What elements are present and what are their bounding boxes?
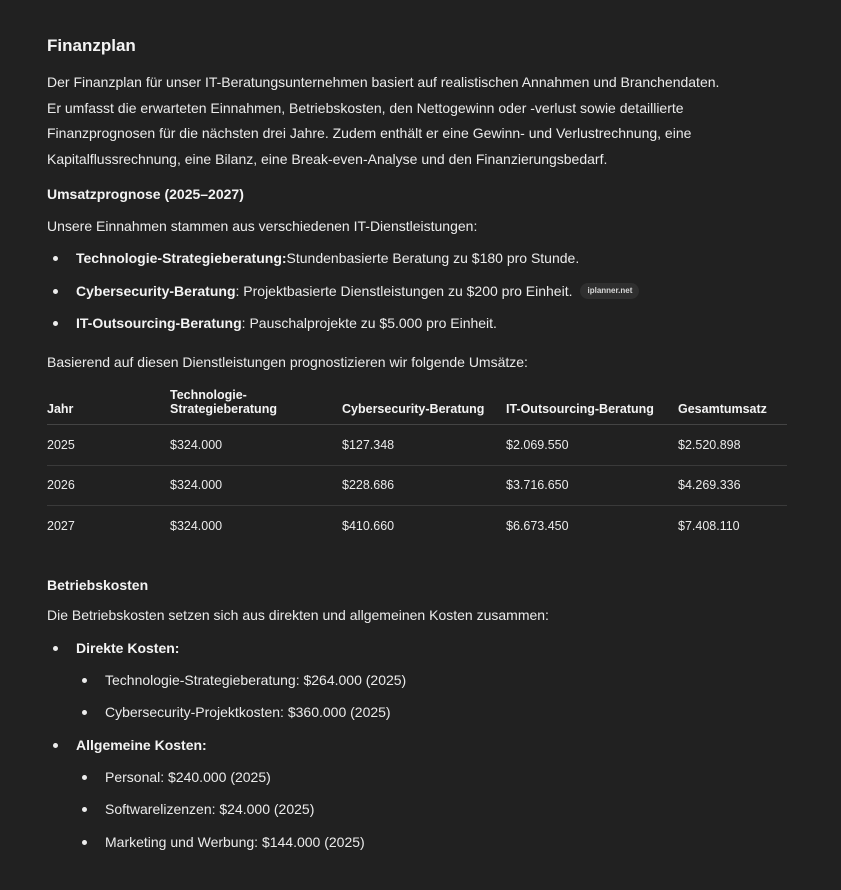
table-cell: $324.000 (170, 465, 342, 506)
direct-cost-text: Cybersecurity-Projektkosten: $360.000 (2025) (105, 704, 391, 720)
revenue-item-outsourcing (53, 315, 497, 331)
general-cost-subitem (82, 834, 365, 850)
table-intro: Basierend auf diesen Dienstleistungen prognostizieren wir folgende Umsätze: (47, 354, 528, 370)
intro-line: Finanzprognosen für die nächsten drei Jahre. Zudem enthält er eine Gewinn- und Verlustrechnung, eine (47, 125, 692, 142)
column-header (170, 388, 342, 425)
column-header: Cybersecurity-Beratung (342, 388, 506, 425)
costs-heading: Betriebskosten (47, 577, 149, 593)
intro-line: Kapitalflussrechnung, eine Bilanz, eine Break-even-Analyse und den Finanzierungsbedarf. (47, 151, 608, 168)
bullet-icon (53, 743, 58, 748)
direct-costs-item (53, 640, 179, 656)
column-header: IT-Outsourcing-Beratung (506, 388, 678, 425)
table-cell: 2027 (47, 519, 75, 533)
costs-intro: Die Betriebskosten setzen sich aus direkten und allgemeinen Kosten zusammen: (47, 607, 549, 623)
revenue-intro: Unsere Einnahmen stammen aus verschiedenen IT-Dienstleistungen: (47, 218, 478, 234)
general-costs-label: Allgemeine Kosten: (76, 737, 207, 753)
general-cost-subitem (82, 769, 271, 785)
table-row (47, 506, 787, 547)
revenue-table (47, 388, 787, 546)
table-cell: $228.686 (342, 465, 506, 506)
source-citation-tag[interactable]: iplanner.net (580, 283, 639, 299)
revenue-item-label: Technologie-Strategieberatung: (76, 250, 287, 266)
bullet-icon (82, 710, 87, 715)
table-cell: $127.348 (342, 425, 506, 466)
table-header-row (47, 388, 787, 425)
revenue-item-text: Stundenbasierte Beratung zu $180 pro Stunde. (286, 250, 580, 266)
column-header: Gesamtumsatz (678, 388, 787, 425)
column-header-line: Strategieberatung (170, 402, 277, 416)
table-cell: $324.000 (170, 519, 223, 533)
revenue-heading: Umsatzprognose (2025–2027) (47, 186, 244, 202)
table-cell: $410.660 (342, 519, 395, 533)
table-cell: 2026 (47, 465, 170, 506)
bullet-icon (53, 646, 58, 651)
general-cost-text: Softwarelizenzen: $24.000 (2025) (105, 801, 315, 817)
table-cell: $3.716.650 (506, 465, 678, 506)
bullet-icon (82, 840, 87, 845)
revenue-item-text: : Pauschalprojekte zu $5.000 pro Einheit. (241, 315, 497, 331)
revenue-item-text: : Projektbasierte Dienstleistungen zu $200 pro Einheit. (235, 283, 573, 299)
revenue-item-cybersecurity (53, 283, 639, 299)
direct-cost-subitem (82, 672, 406, 688)
bullet-icon (53, 289, 58, 294)
table-cell: $7.408.110 (678, 519, 740, 533)
intro-line: Er umfasst die erwarteten Einnahmen, Betriebskosten, den Nettogewinn oder -verlust sowie detaillierte (47, 99, 684, 116)
general-cost-subitem (82, 801, 314, 817)
general-costs-item (53, 737, 207, 753)
direct-costs-label: Direkte Kosten: (76, 640, 180, 656)
page-title: Finanzplan (47, 36, 136, 55)
bullet-icon (53, 256, 58, 261)
table-cell: $324.000 (170, 425, 342, 466)
column-header: Jahr (47, 388, 170, 425)
table-cell: $2.520.898 (678, 425, 787, 466)
table-cell: $6.673.450 (506, 519, 569, 533)
revenue-item-label: Cybersecurity-Beratung (76, 283, 236, 299)
general-cost-text: Marketing und Werbung: $144.000 (2025) (105, 834, 365, 850)
direct-cost-text: Technologie-Strategieberatung: $264.000 (2025) (105, 672, 407, 688)
bullet-icon (82, 678, 87, 683)
table-cell: 2025 (47, 425, 170, 466)
bullet-icon (82, 775, 87, 780)
table-row (47, 465, 787, 506)
bullet-icon (53, 321, 58, 326)
table-cell: $4.269.336 (678, 465, 787, 506)
table-cell: $2.069.550 (506, 425, 678, 466)
general-cost-text: Personal: $240.000 (2025) (105, 769, 271, 785)
intro-paragraph (47, 70, 787, 173)
revenue-item-technology (53, 250, 579, 266)
intro-line: Der Finanzplan für unser IT-Beratungsunternehmen basiert auf realistischen Annahmen und Branchendaten. (47, 74, 720, 90)
direct-cost-subitem (82, 704, 391, 720)
bullet-icon (82, 807, 87, 812)
column-header-line: Technologie- (170, 388, 247, 402)
table-row (47, 425, 787, 466)
revenue-item-label: IT-Outsourcing-Beratung (76, 315, 242, 331)
